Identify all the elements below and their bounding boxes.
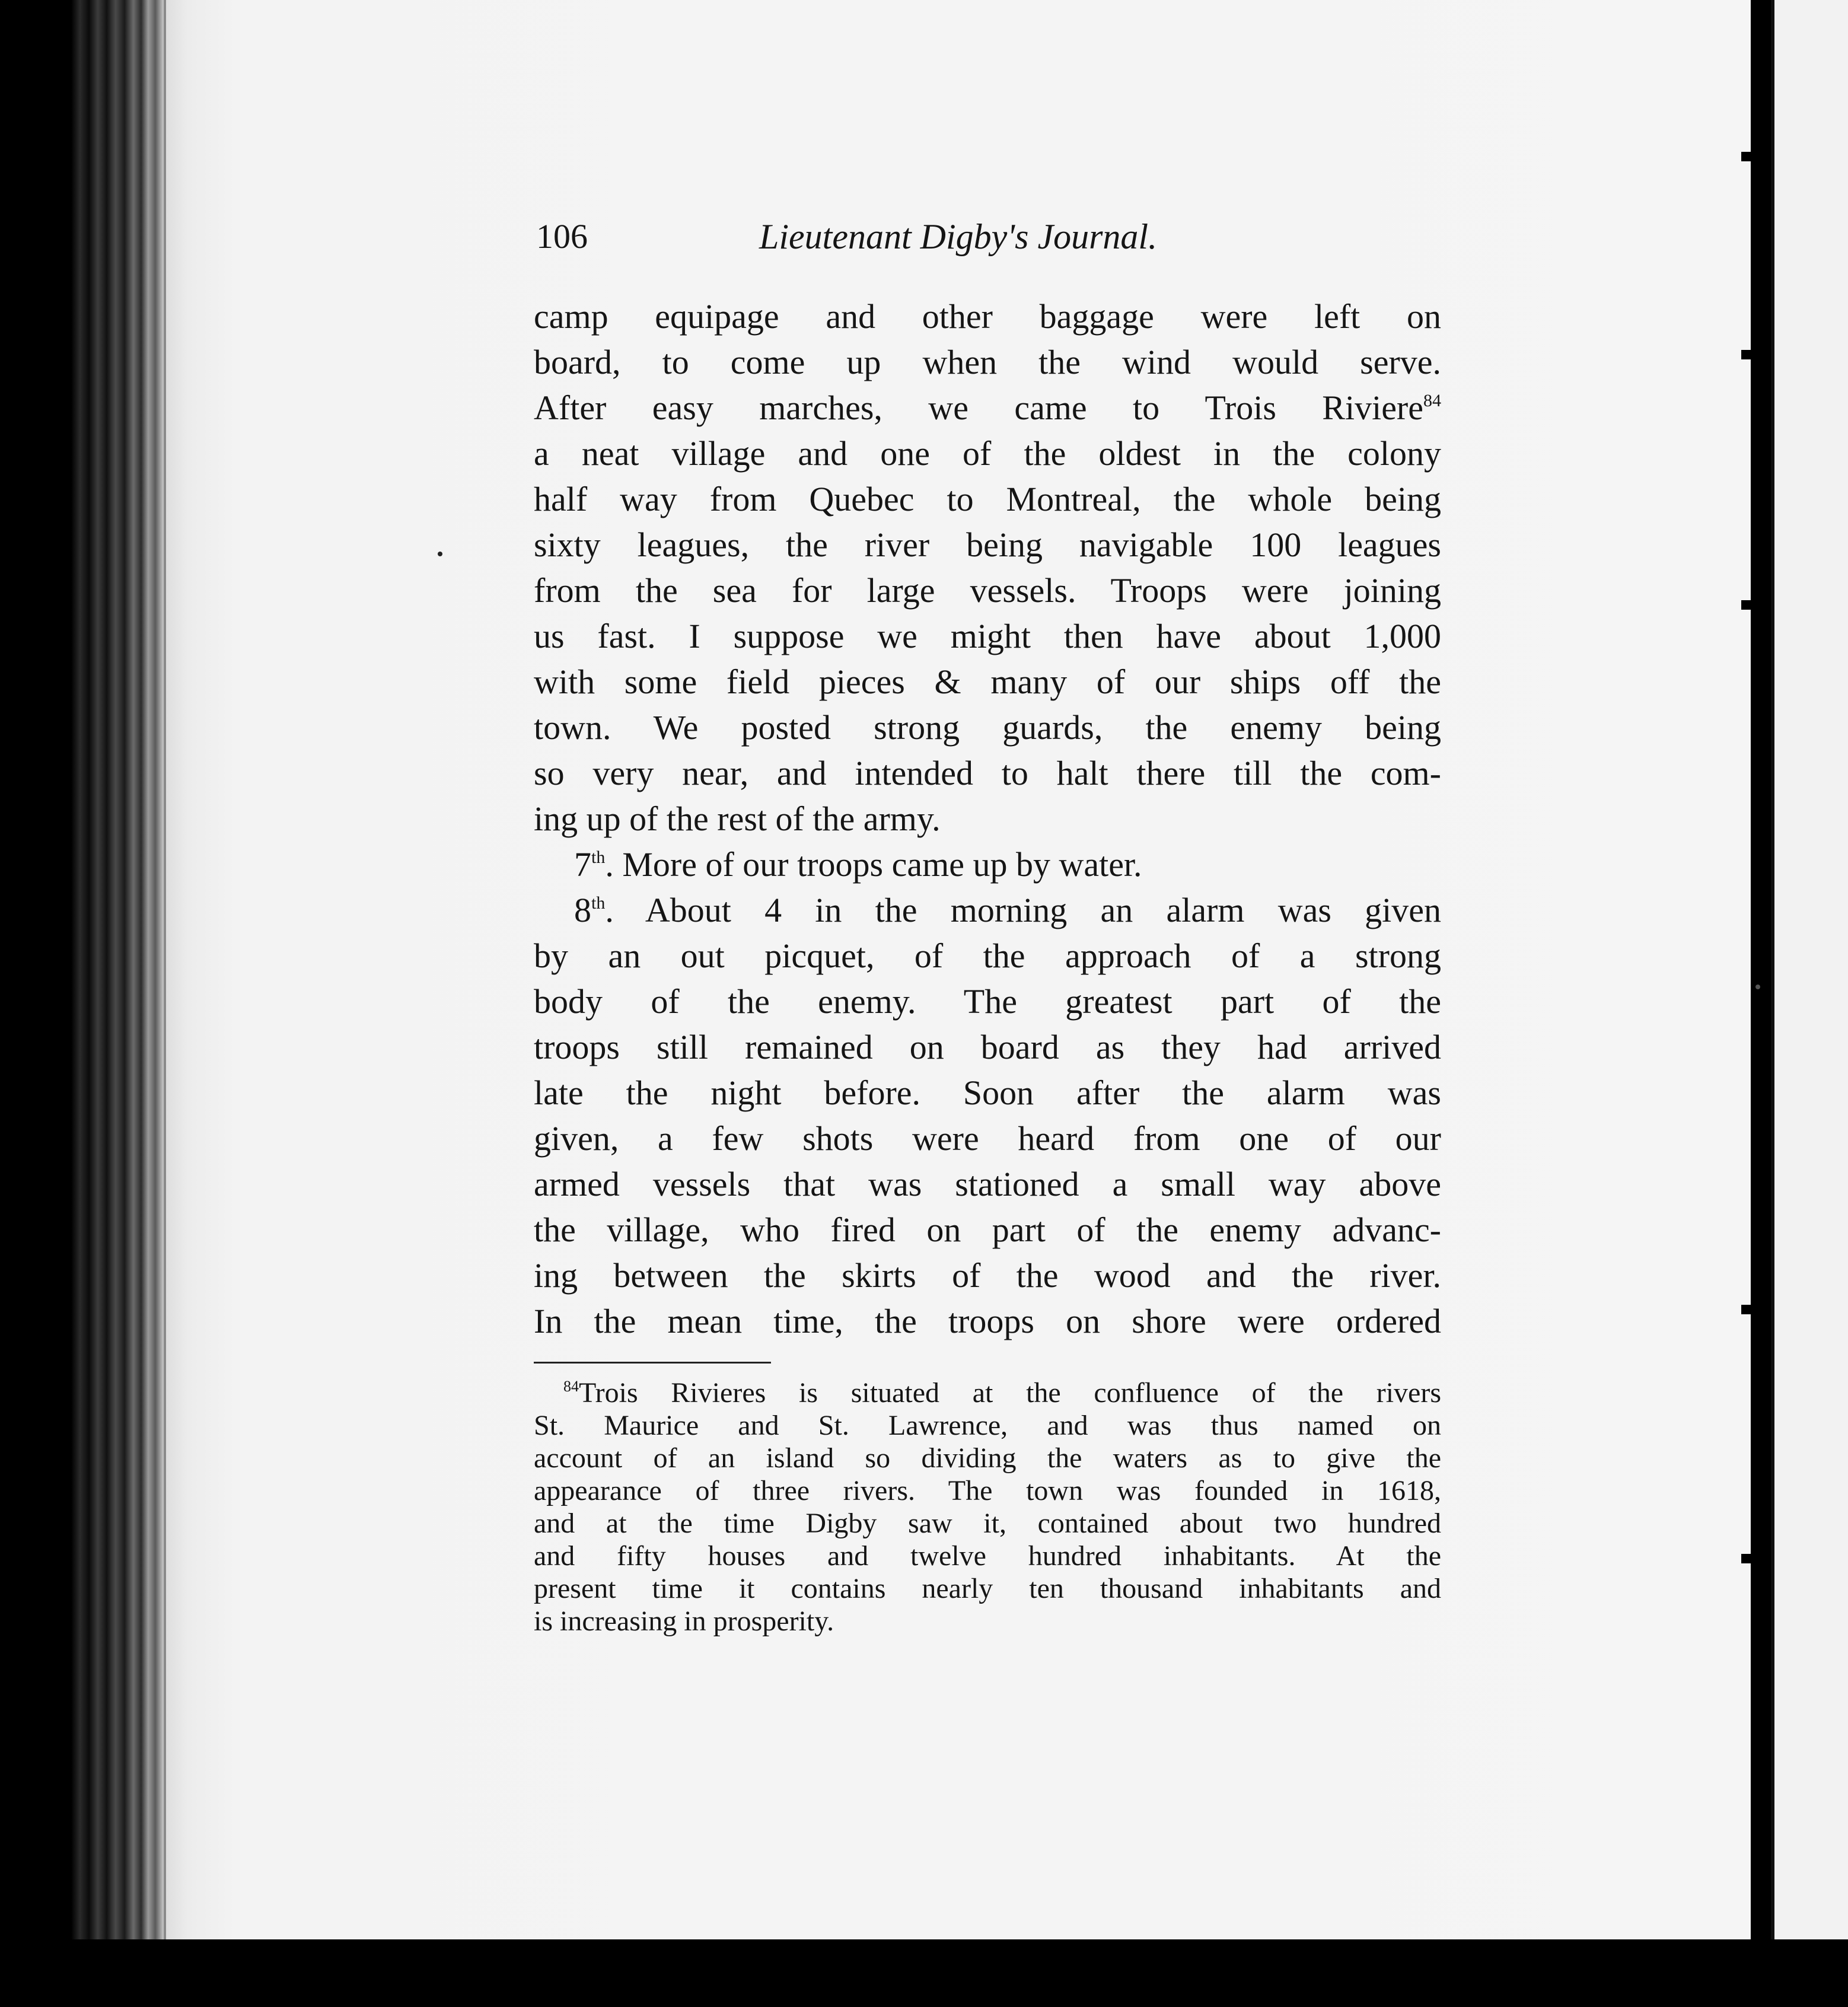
running-title: Lieutenant Digby's Journal. xyxy=(759,217,1158,256)
body-line: armed vessels that was stationed a small way above xyxy=(534,1165,1441,1203)
body-line xyxy=(534,385,1441,431)
entry-date-suffix: th xyxy=(591,893,606,913)
body-line: half way from Quebec to Montreal, the whole being xyxy=(534,480,1441,518)
edge-notch xyxy=(1741,152,1757,161)
book-spine-edge xyxy=(0,0,172,1939)
ink-speck xyxy=(438,552,442,556)
entry-text: . About 4 in the morning an alarm was given xyxy=(605,891,1441,929)
edge-notch xyxy=(1741,600,1757,610)
body-line: sixty leagues, the river being navigable 100 leagues xyxy=(534,525,1441,564)
body-line: body of the enemy. The greatest part of the xyxy=(534,982,1441,1021)
body-line: so very near, and intended to halt there till the com- xyxy=(534,754,1441,792)
body-line: board, to come up when the wind would serve. xyxy=(534,343,1441,381)
footnote-line: present time it contains nearly ten thousand inhabitants and xyxy=(534,1573,1441,1604)
footnote-line: appearance of three rivers. The town was founded in 1618, xyxy=(534,1475,1441,1506)
text-block xyxy=(534,216,1441,1638)
body-line-text: After easy marches, we came to Trois Riviere xyxy=(534,388,1423,427)
footnote-line: and fifty houses and twelve hundred inhabitants. At the xyxy=(534,1540,1441,1572)
scan-bottom-border xyxy=(0,1939,1848,2007)
body-line: town. We posted strong guards, the enemy being xyxy=(534,708,1441,747)
body-line: camp equipage and other baggage were left on xyxy=(534,297,1441,336)
body-line: a neat village and one of the oldest in the colony xyxy=(534,434,1441,473)
journal-entry-8 xyxy=(534,887,1441,933)
body-line: ing between the skirts of the wood and the river. xyxy=(534,1256,1441,1295)
entry-date: 8 xyxy=(574,891,591,929)
body-line: given, a few shots were heard from one of our xyxy=(534,1119,1441,1158)
journal-entry-7 xyxy=(534,842,1441,887)
edge-notch xyxy=(1741,350,1757,359)
footnote-line xyxy=(534,1377,1441,1409)
body-line: late the night before. Soon after the alarm was xyxy=(534,1073,1441,1112)
entry-text: . More of our troops came up by water. xyxy=(605,845,1142,884)
footnote-number: 84 xyxy=(563,1378,579,1395)
entry-date-suffix: th xyxy=(591,848,606,867)
footnote xyxy=(534,1377,1441,1638)
body-line: ing up of the rest of the army. xyxy=(534,799,941,838)
footnote-divider xyxy=(534,1362,771,1364)
edge-notch xyxy=(1741,1305,1757,1314)
footnote-text: Trois Rivieres is situated at the confluence of the rivers xyxy=(579,1377,1441,1409)
footnote-line: is increasing in prosperity. xyxy=(534,1605,834,1637)
ink-speck xyxy=(1755,985,1760,989)
footnote-line: and at the time Digby saw it, contained about two hundred xyxy=(534,1508,1441,1539)
footnote-reference: 84 xyxy=(1423,391,1441,410)
body-line: the village, who fired on part of the enemy advanc- xyxy=(534,1210,1441,1249)
body-line: with some field pieces & many of our ships off the xyxy=(534,662,1441,701)
page-number: 106 xyxy=(536,217,588,256)
page-right-edge xyxy=(1751,0,1771,1939)
page-gutter-edge xyxy=(164,0,166,1939)
body-line: by an out picquet, of the approach of a strong xyxy=(534,936,1441,975)
running-header xyxy=(534,216,1441,276)
edge-notch xyxy=(1741,1554,1757,1563)
body-line: In the mean time, the troops on shore were ordered xyxy=(534,1302,1441,1340)
entry-date: 7 xyxy=(574,845,591,884)
body-line: from the sea for large vessels. Troops were joining xyxy=(534,571,1441,610)
body-text xyxy=(534,294,1441,1344)
next-page-edge xyxy=(1771,0,1848,1939)
footnote-line: St. Maurice and St. Lawrence, and was thus named on xyxy=(534,1410,1441,1441)
footnote-line: account of an island so dividing the waters as to give the xyxy=(534,1442,1441,1474)
body-line: troops still remained on board as they had arrived xyxy=(534,1028,1441,1066)
body-line: us fast. I suppose we might then have about 1,000 xyxy=(534,617,1441,655)
